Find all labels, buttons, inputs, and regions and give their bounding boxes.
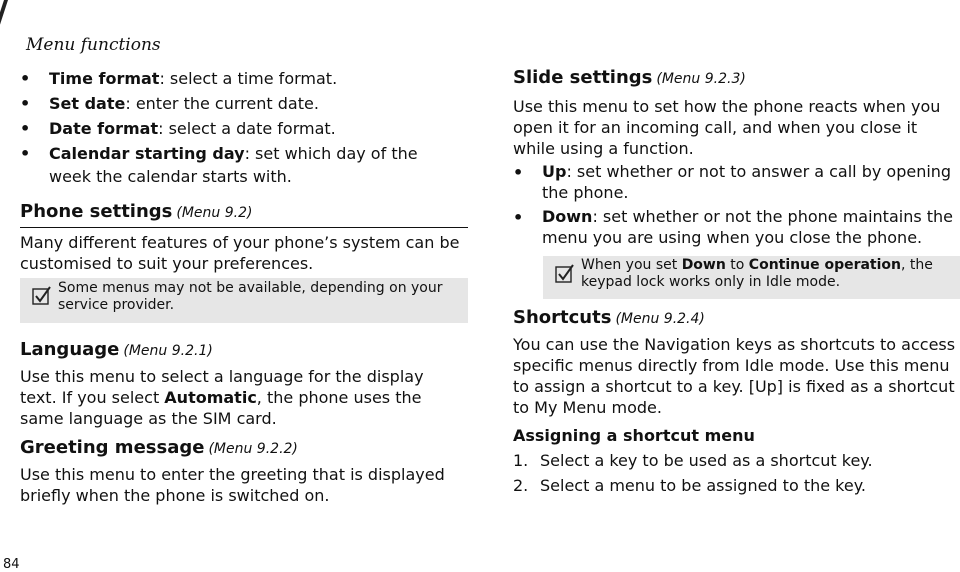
bullet-text: : set whether or not to answer a call by opening the phone. [542,162,952,202]
heading-title: Shortcuts [513,307,612,328]
header-title: Menu functions [26,35,161,55]
heading-ref: (Menu 9.2.4) [615,311,705,327]
note-text: Some menus may not be available, depending on your service provider. [58,280,443,313]
note-box [20,278,468,323]
bullet-term: Date format [49,119,159,138]
step-number: 2. [513,476,529,495]
slide-settings-desc: Use this menu to set how the phone reacts when you open it for an incoming call, and when you close it while using a function. [513,97,941,158]
note-bold: Down [681,257,726,273]
bullet-term: Time format [49,69,160,88]
bullet-term: Set date [49,94,126,113]
bullet-term: Up [542,162,567,181]
desc-bold: Automatic [164,388,257,407]
bullet-text: : set whether or not the phone maintains the menu you are using when you close the phone. [542,207,954,247]
note-text: When you set [581,257,682,273]
heading-ref: (Menu 9.2.1) [123,343,213,359]
heading-ref: (Menu 9.2.2) [208,441,298,457]
note-bold: Continue operation [748,257,902,273]
greeting-desc: Use this menu to enter the greeting that is displayed briefly when the phone is switched on. [20,465,445,505]
step-number: 1. [513,451,529,470]
bullet-term: Calendar starting day [49,144,245,163]
step-text: Select a key to be used as a shortcut key. [540,451,873,470]
phone-settings-desc: Many different features of your phone’s system can be customised to suit your preferences. [20,233,460,273]
desc-text: Use this menu to select a language for the display text. If you select [20,367,424,407]
page-number: 84 [3,557,20,572]
slide-settings-heading [513,67,746,88]
phone-settings-heading [20,201,252,222]
desc-text: , the phone uses the same language as the SIM card. [20,388,422,428]
bullet-text: : enter the current date. [125,94,319,113]
bullet-text: : select a date format. [158,119,336,138]
heading-title: Language [20,339,120,360]
shortcuts-desc: You can use the Navigation keys as shortcuts to access specific menus directly from Idle mode. Use this menu to assign a shortcut to a key. [Up] is fixed as a shortcut to My Menu mode. [513,335,956,417]
shortcuts-heading [513,307,705,328]
shortcut-subheading: Assigning a shortcut menu [513,426,755,445]
greeting-heading [20,437,298,458]
section-rule [20,227,468,228]
heading-title: Phone settings [20,201,173,222]
bullet-text: : set which day of the week the calendar starts with. [49,144,418,186]
slide-note-text [581,257,956,291]
heading-ref: (Menu 9.2) [176,205,253,221]
note-text: , the keypad lock works only in Idle mode. [581,257,933,290]
step-text: Select a menu to be assigned to the key. [540,476,866,495]
header-bar [0,0,18,52]
bullet-text: : select a time format. [159,69,338,88]
language-heading [20,339,213,360]
heading-ref: (Menu 9.2.3) [656,71,746,87]
heading-title: Slide settings [513,67,653,88]
note-text: to [725,257,749,273]
heading-title: Greeting message [20,437,205,458]
note-check-icon [32,286,52,306]
note-check-icon [555,264,575,284]
slide-note-box [543,256,960,299]
bullet-term: Down [542,207,593,226]
language-desc [20,366,460,429]
